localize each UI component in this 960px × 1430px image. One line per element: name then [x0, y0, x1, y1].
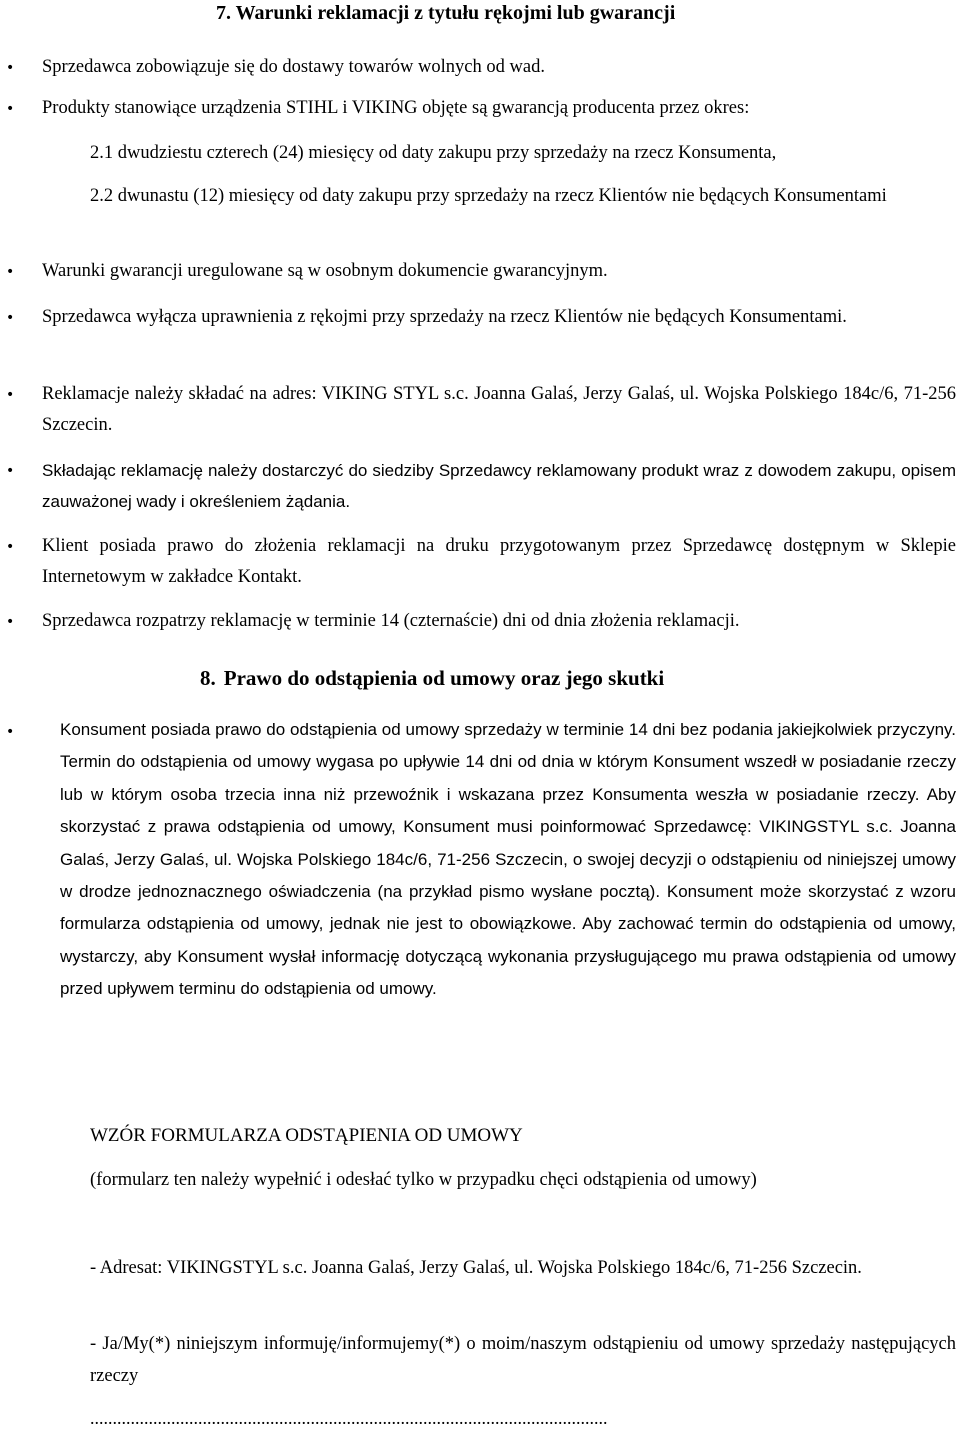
form-statement: - Ja/My(*) niniejszym informuję/informujemy(*) o moim/naszym odstąpieniu od umowy sprzedaży następujących rzeczy	[90, 1334, 956, 1386]
list-item-text: Sprzedawca rozpatrzy reklamację w terminie 14 (czternaście) dni od dnia złożenia reklamacji.	[42, 611, 740, 631]
bullet-icon: •	[6, 101, 15, 117]
list-item-text: Reklamacje należy składać na adres: VIKING STYL s.c. Joanna Galaś, Jerzy Galaś, ul. Wojska Polskiego 184c/6, 71-256 Szczecin.	[42, 384, 956, 435]
bullet-icon: •	[6, 463, 15, 479]
list-item-text: Produkty stanowiące urządzenia STIHL i VIKING objęte są gwarancją producenta przez okres:	[42, 98, 750, 118]
bullet-icon: •	[6, 264, 15, 280]
form-subtitle: (formularz ten należy wypełnić i odesłać tylko w przypadku chęci odstąpienia od umowy)	[90, 1170, 757, 1190]
section-8-paragraph: Konsument posiada prawo do odstąpienia od umowy sprzedaży w terminie 14 dni bez podania jakiejkolwiek przyczyny. Termin do odstąpienia od umowy wygasa po upływie 14 dni od dnia w którym Konsument wszedł w posiadanie rzeczy lub w którym osoba trzecia inna niż przewoźnik i wskazana przez Konsumenta weszła w posiadanie rzeczy. Aby skorzystać z prawa odstąpienia od umowy, Konsument musi poinformować Sprzedawcę: VIKINGSTYL s.c. Joanna Galaś, Jerzy Galaś, ul. Wojska Polskiego 184c/6, 71-256 Szczecin, o swojej decyzji o odstąpieniu od niniejszej umowy w drodze jednoznacznego oświadczenia (na przykład pismo wysłane pocztą). Konsument może skorzystać z wzoru formularza odstąpienia od umowy, jednak nie jest to obowiązkowe. Aby zachować termin do odstąpienia od umowy, wystarczy, aby Konsument wysłał informację dotyczącą wykonania przysługującego mu prawa odstąpienia od umowy przed upływem terminu do odstąpienia od umowy.	[60, 720, 956, 999]
section-7-number: 7.	[216, 2, 231, 24]
bullet-icon: •	[6, 310, 15, 326]
form-title: WZÓR FORMULARZA ODSTĄPIENIA OD UMOWY	[90, 1125, 523, 1146]
bullet-icon: •	[6, 539, 15, 555]
form-dotted-line[interactable]: ...................................................................................................................	[90, 1408, 608, 1428]
bullet-icon: •	[6, 614, 15, 630]
form-addressee: - Adresat: VIKINGSTYL s.c. Joanna Galaś, Jerzy Galaś, ul. Wojska Polskiego 184c/6, 71-256 Szczecin.	[90, 1258, 862, 1278]
sub-item: 2.1 dwudziestu czterech (24) miesięcy od daty zakupu przy sprzedaży na rzecz Konsumenta,	[90, 143, 777, 163]
section-7-heading	[216, 0, 936, 26]
sub-item: 2.2 dwunastu (12) miesięcy od daty zakupu przy sprzedaży na rzecz Klientów nie będących Konsumentami	[90, 186, 887, 206]
list-item-text: Warunki gwarancji uregulowane są w osobnym dokumencie gwarancyjnym.	[42, 261, 608, 281]
list-item-text: Sprzedawca wyłącza uprawnienia z rękojmi przy sprzedaży na rzecz Klientów nie będących Konsumentami.	[42, 307, 847, 327]
list-item-text: Klient posiada prawo do złożenia reklamacji na druku przygotowanym przez Sprzedawcę dostępnym w Sklepie Internetowym w zakładce Kontakt.	[42, 536, 956, 587]
list-item-text: Sprzedawca zobowiązuje się do dostawy towarów wolnych od wad.	[42, 57, 545, 77]
bullet-icon: •	[6, 387, 15, 403]
section-7-title: Warunki reklamacji z tytułu rękojmi lub gwarancji	[235, 2, 676, 24]
section-8-number: 8.	[200, 666, 216, 690]
section-8-title: Prawo do odstąpienia od umowy oraz jego skutki	[223, 666, 665, 690]
bullet-icon: •	[6, 724, 15, 740]
section-8-heading	[200, 664, 920, 692]
list-item-text: Składając reklamację należy dostarczyć do siedziby Sprzedawcy reklamowany produkt wraz z dowodem zakupu, opisem zauważonej wady i określeniem żądania.	[42, 461, 956, 511]
bullet-icon: •	[6, 60, 15, 76]
